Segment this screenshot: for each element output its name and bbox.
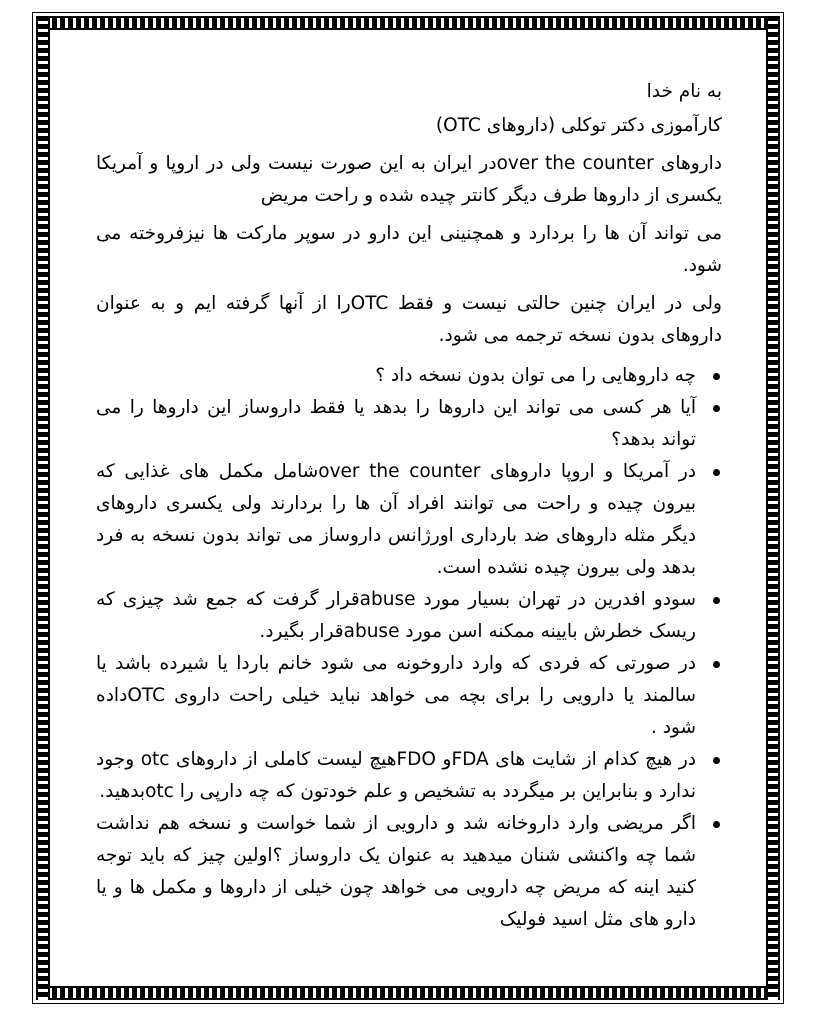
list-item xyxy=(96,808,696,936)
list-item-text: آیا هر کسی می تواند این داروها را بدهد یا فقط داروساز این داروها را می تواند بدهد؟ xyxy=(96,397,696,450)
decorative-border-right xyxy=(766,16,780,1000)
document-title: کارآموزی دکتر توکلی (داروهای OTC) xyxy=(435,115,722,136)
list-item-text: در آمریکا و اروپا داروهای over the counterشامل مکمل های غذایی که بیرون چیده و راحت می توانند افراد آن ها را بردارند ولی یکسری داروهای دیگر مثله داروهای ضد بارداری اورژانس داروساز می تواند بدون نسخه به فرد بدهد ولی بیرون چیده نشده است. xyxy=(96,461,696,578)
list-item xyxy=(96,584,696,648)
document-heading: به نام خدا xyxy=(646,81,722,102)
list-item-text: چه داروهایی را می توان بدون نسخه داد ؟ xyxy=(375,365,696,386)
list-item-text: در هیچ کدام از شایت های FDAو FDOهیچ لیست کاملی از داروهای otc وجود ندارد و بنابراین بر میگردد به تشخیص و علم خودتون که چه دارپی را otcبدهید. xyxy=(96,749,697,802)
list-item xyxy=(96,392,696,456)
bullet-icon xyxy=(713,821,720,828)
paragraph: داروهای over the counterدر ایران به این صورت نیست ولی در اروپا و آمریکا یکسری از داروها طرف دیگر کانتر چیده شده و راحت مریض xyxy=(96,153,722,206)
paragraph: ولی در ایران چنین حالتی نیست و فقط OTCرا از آنها گرفته ایم و به عنوان داروهای بدون نسخه ترجمه می شود. xyxy=(96,293,722,346)
bullet-icon xyxy=(713,373,720,380)
bullet-list xyxy=(96,360,722,936)
list-item xyxy=(96,648,696,744)
document-body xyxy=(96,76,722,936)
list-item xyxy=(96,744,696,808)
bullet-icon xyxy=(713,405,720,412)
decorative-border-left xyxy=(36,16,50,1000)
list-item xyxy=(96,456,696,584)
bullet-icon xyxy=(713,757,720,764)
bullet-icon xyxy=(713,661,720,668)
bullet-icon xyxy=(713,469,720,476)
paragraph: می تواند آن ها را بردارد و همچنینی این دارو در سوپر مارکت ها نیزفروخته می شود. xyxy=(96,223,722,276)
list-item-text: در صورتی که فردی که وارد داروخونه می شود خانم باردا یا شیرده باشد یا سالمند یا دارویی را برای بچه می خواهد نباید خیلی راحت داروی OTCداده شود . xyxy=(96,653,696,738)
decorative-border-bottom xyxy=(36,986,780,1000)
decorative-border-top xyxy=(36,16,780,30)
bullet-icon xyxy=(713,597,720,604)
list-item-text: اگر مریضی وارد داروخانه شد و دارویی از شما خواست و نسخه هم نداشت شما چه واکنشی شنان میدهید به عنوان یک داروساز ؟اولین چیز که باید توجه کنید اینه که مریض چه دارویی می خواهد چون خیلی از داروها و مکمل ها و یا دارو های مثل اسید فولیک xyxy=(96,813,696,930)
list-item-text: سودو افدرین در تهران بسیار مورد abuseقرار گرفت که جمع شد چیزی که ریسک خطرش بایینه ممکنه اسن مورد abuseقرار بگیرد. xyxy=(96,589,696,642)
list-item xyxy=(96,360,696,392)
